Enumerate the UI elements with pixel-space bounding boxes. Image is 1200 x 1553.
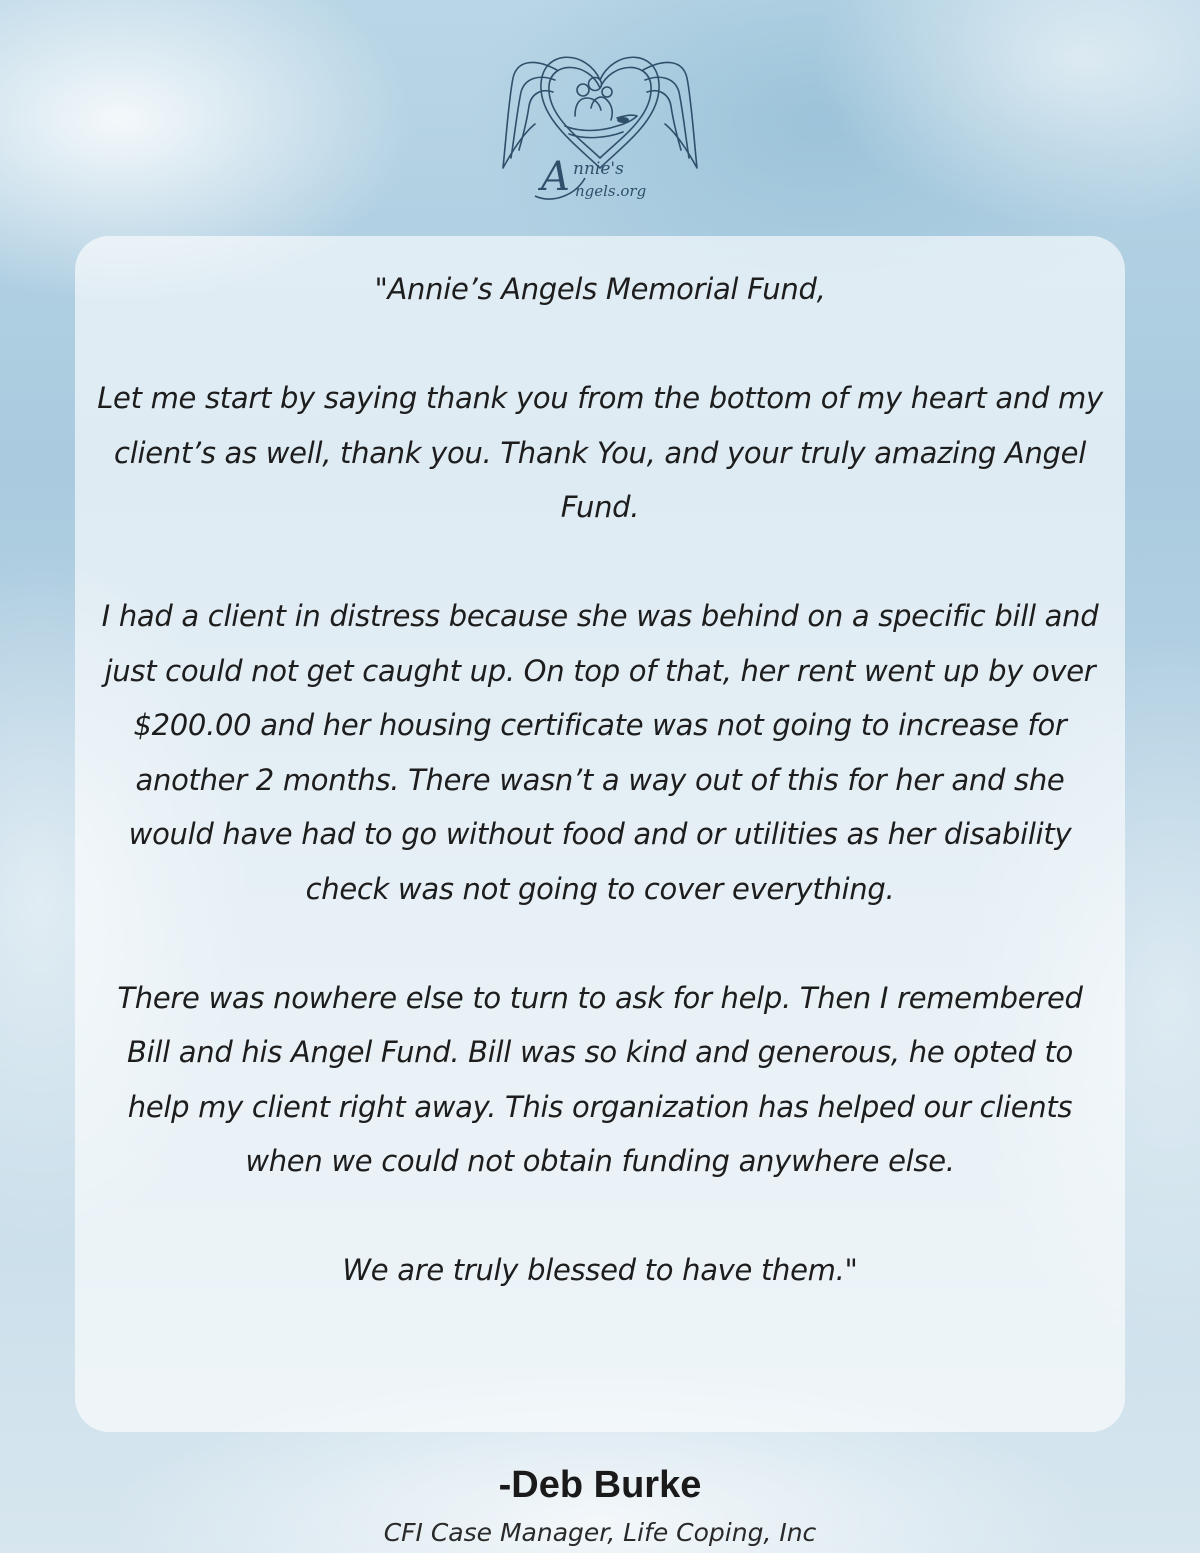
letter-paragraph: There was nowhere else to turn to ask for help. Then I remembered Bill and his Angel Fund. Bill was so kind and generous, he opted to help my client right away. This organization has helped our clients when we could not obtain funding anywhere else.: [117, 980, 1083, 1178]
svg-text:nnie's: nnie's: [573, 159, 624, 179]
signature-name: -Deb Burke: [498, 1464, 702, 1506]
letter-closing: We are truly blessed to have them.": [342, 1253, 858, 1287]
testimonial-letter: [95, 262, 1105, 1298]
heart-with-angel-wings-icon: [495, 28, 705, 208]
letter-paragraph: I had a client in distress because she was behind on a specific bill and just could not get caught up. On top of that, her rent went up by over $200.00 and her housing certificate was not going to increase for another 2 months. There wasn’t a way out of this for her and she would have had to go without food and or utilities as her disability check was not going to cover everything.: [101, 599, 1099, 906]
signature-role: CFI Case Manager, Life Coping, Inc: [383, 1518, 817, 1547]
svg-text:ngels.org: ngels.org: [575, 182, 647, 200]
letter-paragraph: Let me start by saying thank you from the bottom of my heart and my client’s as well, thank you. Thank You, and your truly amazing Angel Fund.: [97, 381, 1103, 524]
letter-salutation: "Annie’s Angels Memorial Fund,: [374, 272, 826, 306]
annies-angels-logo: [495, 28, 705, 208]
logo-letter-a: A: [541, 154, 570, 200]
